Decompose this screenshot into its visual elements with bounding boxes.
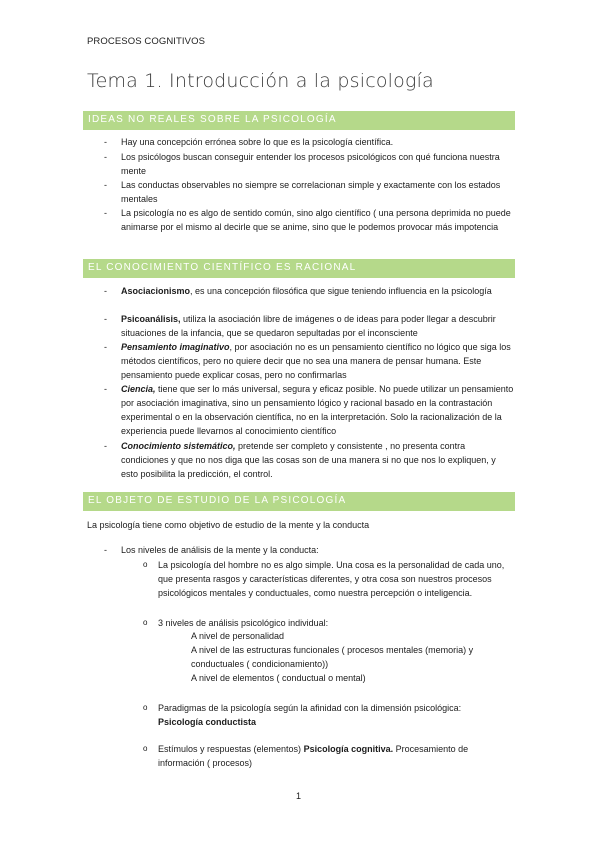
section-intro: La psicología tiene como objetivo de estudio de la mente y la conducta [87,520,370,530]
dash-marker: - [104,152,107,162]
dash-marker: - [104,545,107,555]
sub-list-item: Estímulos y respuestas (elementos) Psicología cognitiva. Procesamiento de información ( procesos) [158,744,469,768]
dash-marker: - [104,286,107,296]
circle-bullet-icon: o [143,618,148,627]
dash-marker: - [104,441,107,451]
list-item: Los psicólogos buscan conseguir entender los procesos psicológicos con qué funciona nuestra mente [121,152,500,176]
list-item: Asociacionismo, es una concepción filosófica que sigue teniendo influencia en la psicología [121,286,492,296]
page-title: Tema 1. Introducción a la psicología [87,70,434,92]
dash-marker: - [104,208,107,218]
dash-marker: - [104,342,107,352]
section-heading-band [83,111,515,130]
level-item: A nivel de las estructuras funcionales ( procesos mentales (memoria) y conductuales ( condicionamiento)) [191,645,474,669]
sub-list-item: Paradigmas de la psicología según la afinidad con la dimensión psicológica: Psicología conductista [158,703,462,727]
section-heading-band [83,259,515,278]
page-header: PROCESOS COGNITIVOS [87,36,206,47]
circle-bullet-icon: o [143,560,148,569]
dash-marker: - [104,384,107,394]
section-heading: EL CONOCIMIENTO CIENTÍFICO ES RACIONAL [88,262,357,273]
level-item: A nivel de personalidad [191,631,285,641]
list-item: Ciencia, tiene que ser lo más universal, segura y eficaz posible. No puede utilizar un pensamiento por asociación imaginativa, sino un pensamiento lógico y racional basado en la contrastación experimental o en la observación científica, no en la interpretación. Solo la racionalización de la experiencia puede llevarnos al conocimiento científico [121,384,514,436]
level-item: A nivel de elementos ( conductual o mental) [191,673,366,683]
section-heading: IDEAS NO REALES SOBRE LA PSICOLOGÍA [88,114,337,125]
dash-marker: - [104,314,107,324]
list-item: La psicología no es algo de sentido común, sino algo científico ( una persona deprimida no puede animarse por el mismo al decirle que se anime, sino que le podemos provocar más impotencia [121,208,511,232]
list-item: Hay una concepción errónea sobre lo que es la psicología científica. [121,137,394,147]
circle-bullet-icon: o [143,703,148,712]
sub-list-item: La psicología del hombre no es algo simple. Una cosa es la personalidad de cada uno, que presenta rasgos y características diferentes, y otra cosa son nuestros procesos psicológicos mentales y conductuales, como nuestra percepción o inteligencia. [158,560,505,598]
section-heading: EL OBJETO DE ESTUDIO DE LA PSICOLOGÍA [88,495,347,506]
dash-marker: - [104,137,107,147]
sub-list-item: 3 niveles de análisis psicológico individual: [158,618,329,628]
section-heading-band [83,492,515,511]
circle-bullet-icon: o [143,744,148,753]
list-item: Los niveles de análisis de la mente y la conducta: [121,545,319,555]
list-item: Las conductas observables no siempre se correlacionan simple y exactamente con los estados mentales [121,180,501,204]
list-item: Pensamiento imaginativo, por asociación no es un pensamiento científico no lógico que siga los métodos científicos, pero no quiere decir que no sea una manera de pensar humana. Este pensamiento puede explicar cosas, pero no confirmarlas [121,342,511,380]
page-number: 1 [296,791,302,801]
list-item: Psicoanálisis, utiliza la asociación libre de imágenes o de ideas para poder llegar a descubrir situaciones de la infancia, que se quedaron sepultadas por el inconsciente [121,314,496,338]
dash-marker: - [104,180,107,190]
list-item: Conocimiento sistemático, pretende ser completo y consistente , no presenta contra condiciones y que no nos diga que las cosas son de una manera si no que nos lo expliquen, y esto posibilita la predicción, el control. [121,441,496,479]
